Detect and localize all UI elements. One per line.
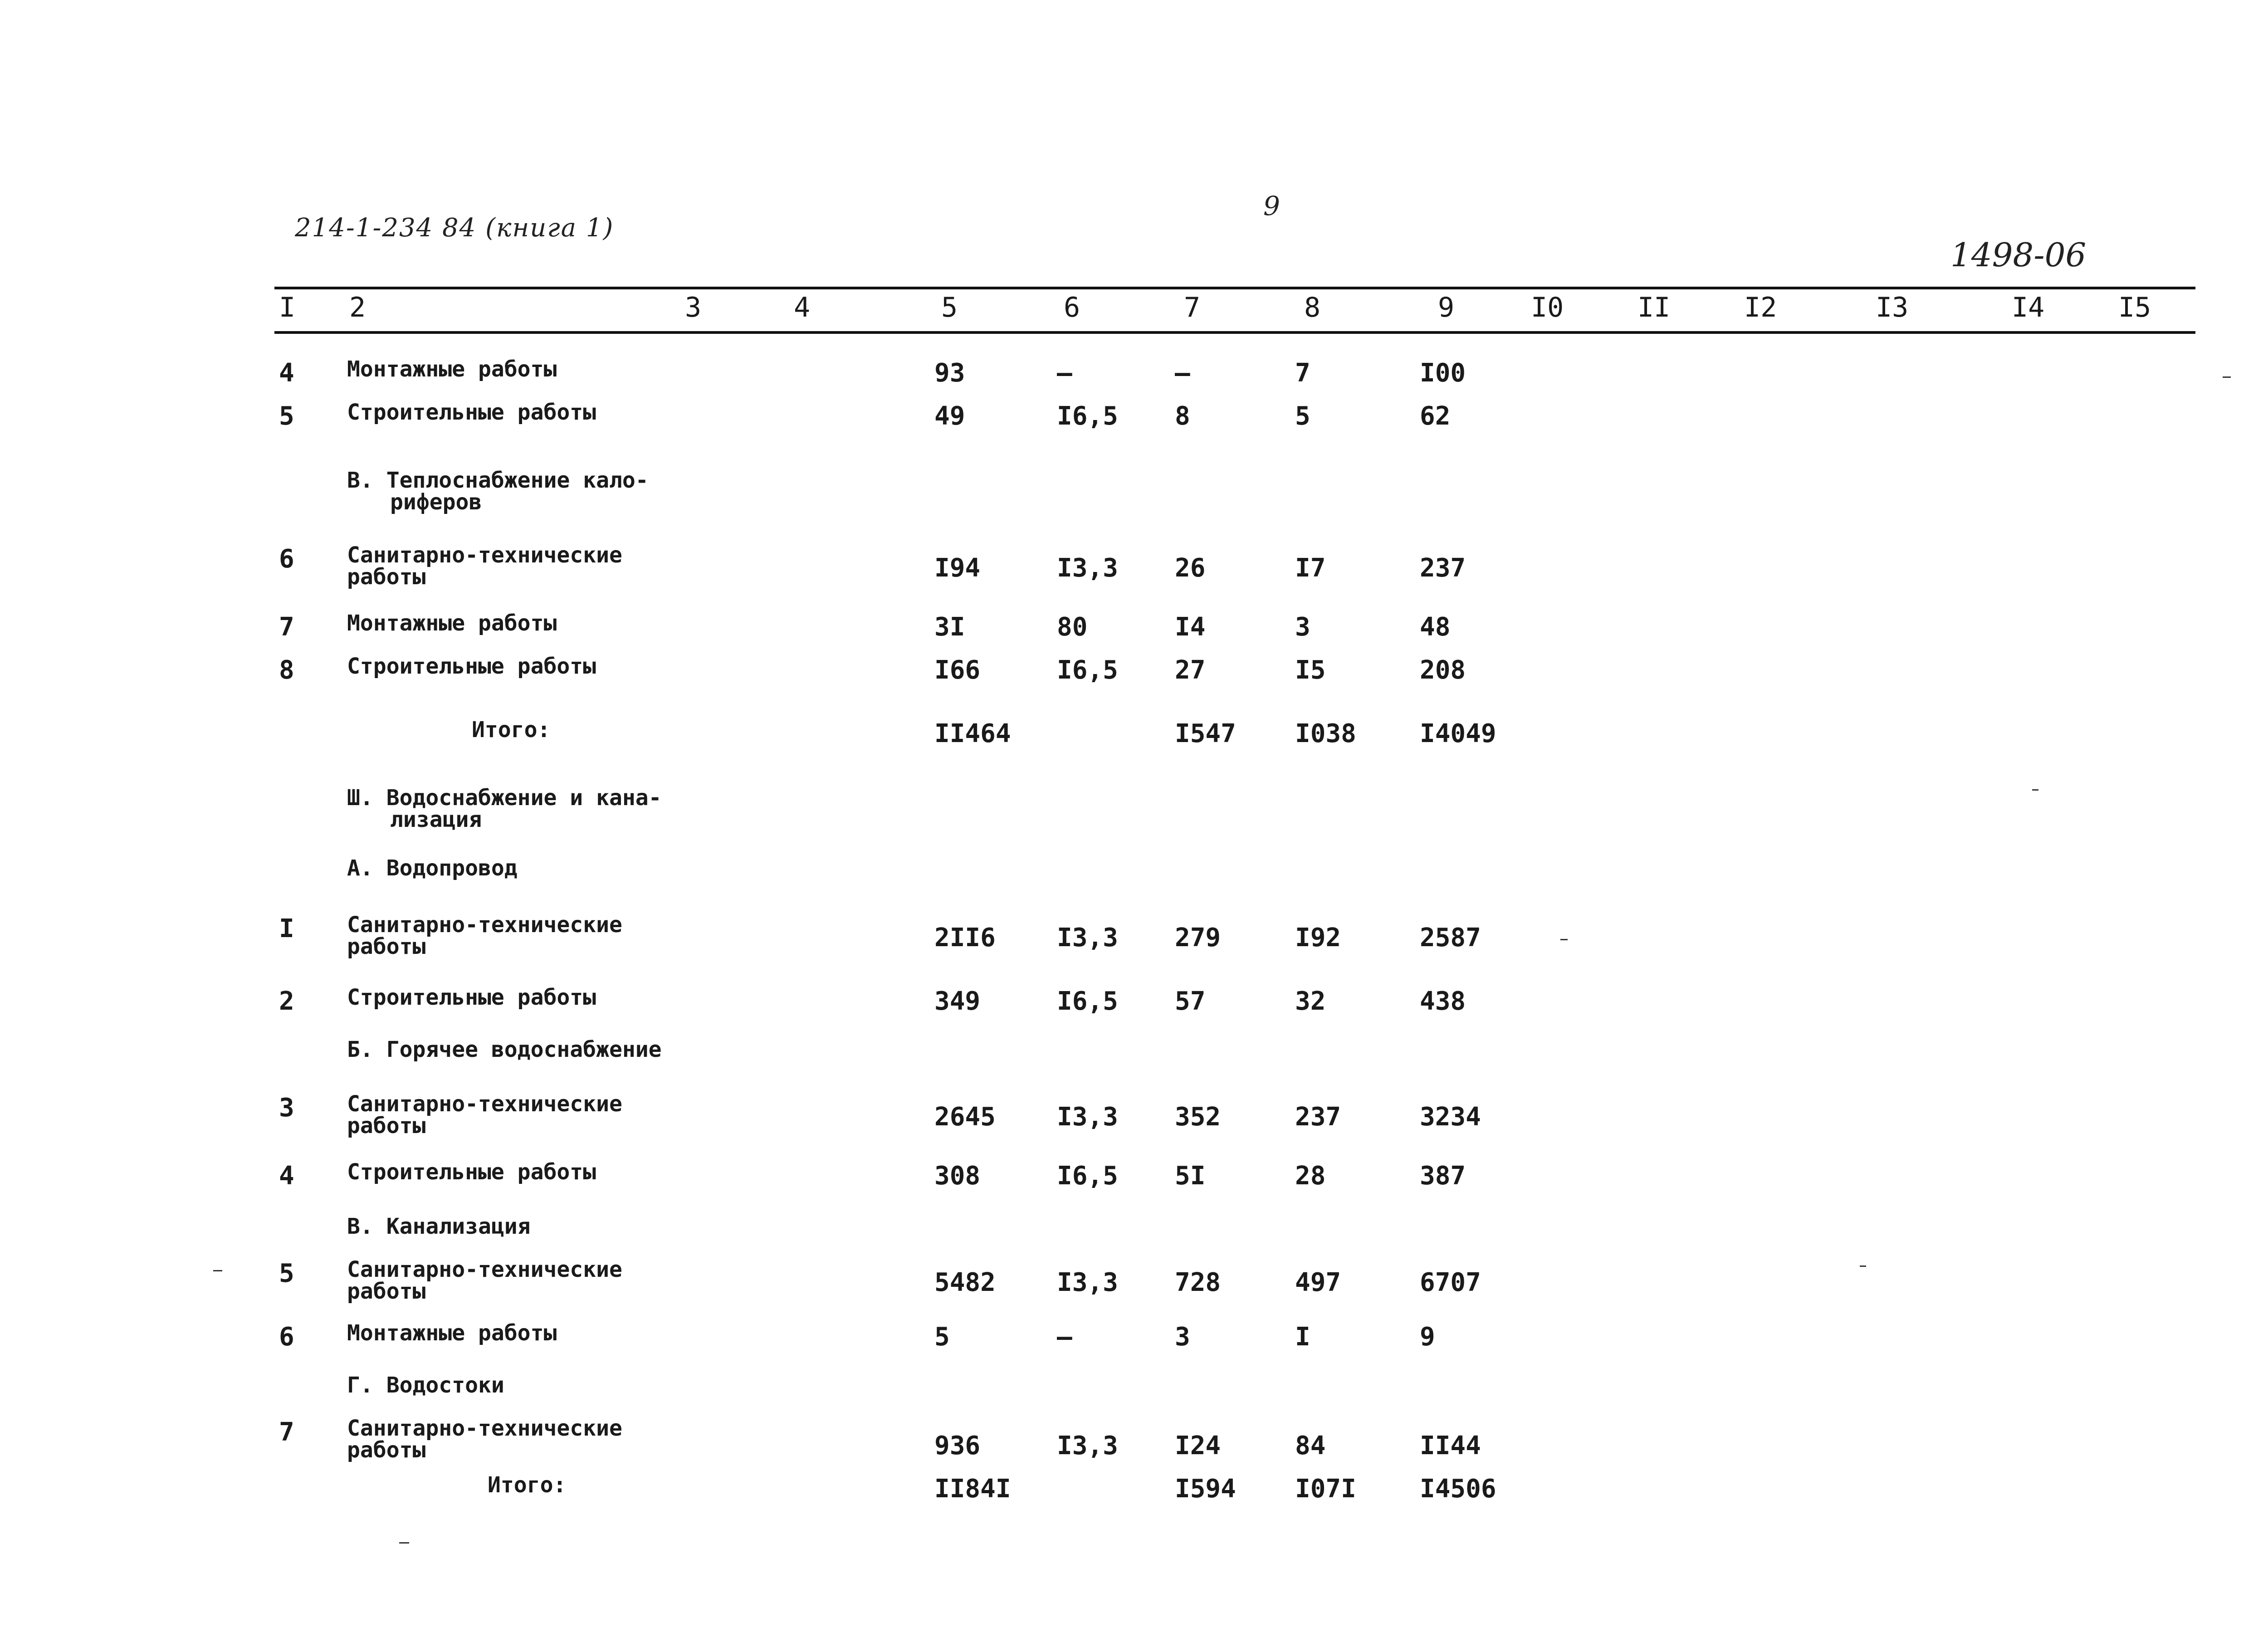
row-name-line: В. Канализация (347, 1214, 531, 1239)
value-c9: 208 (1420, 655, 1466, 685)
row-name (472, 719, 550, 741)
row-name (347, 1322, 557, 1344)
row-number: 6 (279, 1322, 294, 1352)
column-header: 5 (941, 292, 958, 323)
row-name (347, 655, 596, 677)
value-c7: I4 (1175, 612, 1206, 642)
value-c6: I6,5 (1057, 987, 1118, 1016)
row-name (347, 1259, 622, 1302)
value-c7: 279 (1175, 923, 1221, 953)
value-c9: 237 (1420, 553, 1466, 583)
row-number: 4 (279, 358, 294, 388)
value-c5: 936 (934, 1431, 981, 1461)
value-c8: 497 (1295, 1268, 1341, 1297)
value-c9: II44 (1420, 1431, 1481, 1461)
value-c5: 93 (934, 358, 965, 388)
value-c9: 62 (1420, 401, 1451, 431)
column-header: 3 (685, 292, 702, 323)
value-c5: II464 (934, 719, 1011, 748)
value-c8: I92 (1295, 923, 1341, 953)
value-c9: I4049 (1420, 719, 1496, 748)
value-c7: I594 (1175, 1474, 1236, 1504)
row-name-line: Санитарно-технические (347, 1257, 622, 1282)
value-c8: 237 (1295, 1102, 1341, 1132)
row-name-line: Строительные работы (347, 1159, 596, 1185)
value-c8: 28 (1295, 1161, 1326, 1191)
row-name-line: Строительные работы (347, 985, 596, 1010)
value-c6: I3,3 (1057, 553, 1118, 583)
value-c8: 7 (1295, 358, 1310, 388)
value-c8: I5 (1295, 655, 1326, 685)
row-name-line: Ш. Водоснабжение и кана- (347, 785, 662, 811)
column-header: I3 (1876, 292, 1909, 323)
row-name-line: Санитарно-технические (347, 542, 622, 568)
row-name-line: работы (347, 564, 426, 590)
row-name-line: Итого: (472, 717, 551, 743)
row-name-line: Монтажные работы (347, 357, 557, 382)
value-c7: 8 (1175, 401, 1190, 431)
column-header: I (279, 292, 296, 323)
value-c5: 2645 (934, 1102, 996, 1132)
row-name (347, 1039, 662, 1060)
column-header: I5 (2118, 292, 2151, 323)
row-name (347, 914, 622, 958)
value-c6: I3,3 (1057, 1268, 1118, 1297)
document-code: 214-1-234 84 (книга 1) (295, 213, 614, 243)
row-number: 7 (279, 612, 294, 642)
row-number: 6 (279, 544, 294, 574)
value-c6: I6,5 (1057, 1161, 1118, 1191)
value-c7: 26 (1175, 553, 1206, 583)
row-number: 8 (279, 655, 294, 685)
row-name-line: работы (347, 934, 426, 959)
value-c7: 728 (1175, 1268, 1221, 1297)
row-name-line: В. Теплоснабжение кало- (347, 468, 649, 493)
row-name (347, 1093, 622, 1137)
value-c7: – (1175, 358, 1190, 388)
column-header: 6 (1064, 292, 1080, 323)
value-c8: 3 (1295, 612, 1310, 642)
table-header-rule (274, 331, 2195, 334)
row-number: 2 (279, 987, 294, 1016)
value-c6: I3,3 (1057, 923, 1118, 953)
column-header: II (1637, 292, 1671, 323)
value-c7: 352 (1175, 1102, 1221, 1132)
value-c8: 84 (1295, 1431, 1326, 1461)
row-number: 4 (279, 1161, 294, 1191)
row-name-line: Монтажные работы (347, 1320, 557, 1346)
row-name (347, 544, 622, 588)
table-top-rule (274, 287, 2195, 289)
value-c6: 80 (1057, 612, 1088, 642)
value-c9: 438 (1420, 987, 1466, 1016)
value-c9: 387 (1420, 1161, 1466, 1191)
column-header: 4 (794, 292, 811, 323)
value-c6: I6,5 (1057, 401, 1118, 431)
value-c8: I07I (1295, 1474, 1356, 1504)
row-name-line: работы (347, 1437, 426, 1463)
value-c7: 27 (1175, 655, 1206, 685)
page-number: 9 (1263, 191, 1280, 221)
value-c9: 2587 (1420, 923, 1481, 953)
column-header: I0 (1531, 292, 1564, 323)
value-c8: 32 (1295, 987, 1326, 1016)
sheet-number: 1498-06 (1950, 236, 2087, 274)
row-name (347, 401, 596, 423)
value-c8: I7 (1295, 553, 1326, 583)
column-header: 2 (349, 292, 366, 323)
value-c7: I547 (1175, 719, 1236, 748)
row-name-line: Санитарно-технические (347, 1091, 622, 1117)
row-name (347, 1374, 504, 1396)
row-name (347, 1161, 596, 1183)
row-name (347, 787, 662, 831)
column-header: 9 (1438, 292, 1455, 323)
row-name (347, 857, 518, 879)
column-header: 7 (1184, 292, 1201, 323)
value-c9: 9 (1420, 1322, 1435, 1352)
row-name (347, 987, 596, 1008)
value-c6: I3,3 (1057, 1102, 1118, 1132)
value-c6: – (1057, 358, 1072, 388)
row-name (347, 358, 557, 380)
row-name (347, 469, 649, 513)
row-name-line: Итого: (488, 1472, 567, 1498)
column-header: 8 (1304, 292, 1321, 323)
column-header: I4 (2012, 292, 2045, 323)
value-c5: 5 (934, 1322, 950, 1352)
row-name-line: лизация (390, 807, 482, 832)
scan-speck (213, 1270, 222, 1271)
value-c8: 5 (1295, 401, 1310, 431)
row-name-line: Монтажные работы (347, 611, 557, 636)
scan-speck (1860, 1265, 1866, 1267)
value-c9: I00 (1420, 358, 1466, 388)
value-c9: 48 (1420, 612, 1451, 642)
row-name-line: риферов (390, 489, 482, 515)
value-c5: 2II6 (934, 923, 996, 953)
value-c7: I24 (1175, 1431, 1221, 1461)
scan-speck (2223, 376, 2231, 378)
value-c7: 5I (1175, 1161, 1206, 1191)
value-c5: 349 (934, 987, 981, 1016)
row-name-line: Б. Горячее водоснабжение (347, 1037, 662, 1062)
value-c5: 3I (934, 612, 965, 642)
row-name-line: работы (347, 1113, 426, 1138)
row-name-line: А. Водопровод (347, 855, 518, 881)
column-header: I2 (1744, 292, 1777, 323)
scan-speck (2032, 789, 2038, 791)
row-name-line: работы (347, 1279, 426, 1304)
value-c9: 6707 (1420, 1268, 1481, 1297)
value-c7: 57 (1175, 987, 1206, 1016)
row-name (347, 1417, 622, 1461)
row-name (488, 1474, 566, 1496)
value-c5: I66 (934, 655, 981, 685)
value-c8: I038 (1295, 719, 1356, 748)
value-c5: 5482 (934, 1268, 996, 1297)
row-number: 3 (279, 1093, 294, 1123)
scan-speck (399, 1542, 409, 1544)
row-name (347, 612, 557, 634)
value-c6: I6,5 (1057, 655, 1118, 685)
value-c5: 49 (934, 401, 965, 431)
scan-speck (1560, 939, 1568, 940)
value-c6: I3,3 (1057, 1431, 1118, 1461)
row-name-line: Санитарно-технические (347, 1416, 622, 1441)
row-number: 7 (279, 1417, 294, 1447)
row-name-line: Строительные работы (347, 400, 596, 425)
row-name-line: Г. Водостоки (347, 1373, 504, 1398)
row-number: 5 (279, 1259, 294, 1288)
value-c6: – (1057, 1322, 1072, 1352)
value-c9: I4506 (1420, 1474, 1496, 1504)
row-name-line: Строительные работы (347, 654, 596, 679)
value-c8: I (1295, 1322, 1310, 1352)
row-number: 5 (279, 401, 294, 431)
value-c5: II84I (934, 1474, 1011, 1504)
value-c5: I94 (934, 553, 981, 583)
row-name (347, 1216, 531, 1237)
row-name-line: Санитарно-технические (347, 912, 622, 938)
value-c9: 3234 (1420, 1102, 1481, 1132)
value-c7: 3 (1175, 1322, 1190, 1352)
value-c5: 308 (934, 1161, 981, 1191)
row-number: I (279, 914, 294, 943)
